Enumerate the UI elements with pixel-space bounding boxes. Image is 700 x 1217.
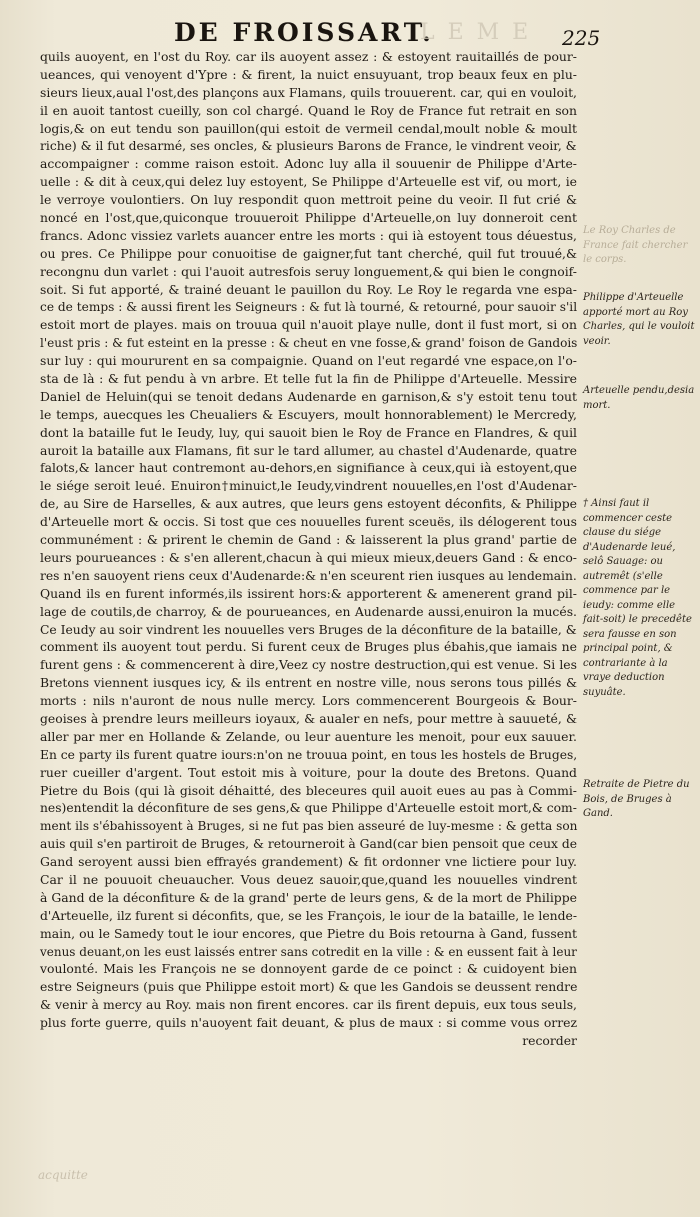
text-line: plus forte guerre, quils n'auoyent fait deuant, & plus de maux : si comme vous orrez xyxy=(40,1015,577,1031)
text-line: estre Seigneurs (puis que Philippe estoit mort) & que les Gandois se deussent rendre xyxy=(40,979,578,995)
text-line: Gand seroyent aussi bien effrayés grandement) & fit ordonner vne lictiere pour luy. xyxy=(40,854,577,870)
text-line: lage de coutils,de charroy, & de pourueances, en Audenarde aussi,enuiron la mucés. xyxy=(40,603,577,619)
text-line: uelle : & dit à ceux,qui delez luy estoyent, Se Philippe d'Arteuelle est vif, ou mort, ie xyxy=(40,174,577,190)
text-line: res n'en sauoyent riens ceux d'Audenarde:& n'en sceurent rien iusques au lendemain. xyxy=(40,567,577,583)
margin-note-arteuelle-pendu: Arteuelle pendu,desia mort. xyxy=(583,385,695,411)
text-line: logis,& on eut tendu son pauillon(qui estoit de vermeil cendal,moult noble & moult xyxy=(40,120,577,136)
text-line: aller par mer en Hollande & Zelande, ou leur auenture les menoit, pour eux sauuer. xyxy=(40,728,577,744)
text-line: quils auoyent, en l'ost du Roy. car ils auoyent assez : & estoyent rauitaillés de pour- xyxy=(40,49,577,64)
text-line: ce de temps : & aussi firent les Seigneurs : & fut là tourné, & retourné, pour sauoir s'il xyxy=(40,299,578,315)
text-line: le siége seroit leué. Enuiron†minuict,le Ieudy,vindrent nouuelles,en l'ost d'Audenar- xyxy=(40,478,577,494)
text-line: à Gand de la déconfiture & de la grand' perte de leurs gens, & de la mort de Philippe xyxy=(40,889,577,905)
text-line: d'Arteuelle mort & occis. Si tost que ces nouuelles furent sceuës, ils délogerent tous xyxy=(40,514,577,530)
text-line: accompaigner : comme raison estoit. Adonc luy alla il souuenir de Philippe d'Arte- xyxy=(40,156,577,172)
text-line: main, ou le Samedy tout le iour encores, que Pietre du Bois retourna à Gand, fussent xyxy=(40,925,577,941)
text-line: Ce Ieudy au soir vindrent les nouuelles vers Bruges de la déconfiture de la bataille, & xyxy=(40,621,577,637)
text-line: le temps, auecques les Cheualiers & Escuyers, moult honnorablement) le Mercredy, xyxy=(40,406,577,422)
text-line: francs. Adonc vissiez varlets auancer entre les morts : qui ià estoyent tous déuestus, xyxy=(40,227,577,243)
text-line: auroit la bataille aux Flamans, fit sur le tard allumer, au chastel d'Audenarde, quatre xyxy=(40,442,577,458)
running-title: DE FROISSART. xyxy=(174,18,434,47)
text-line: recorder xyxy=(522,1032,577,1048)
text-line: furent gens : & commencerent à dire,Veez cy nostre destruction,qui est venue. Si les xyxy=(40,657,577,673)
text-line: ruer cueiller d'argent. Tout estoit mis à voiture, pour la doute des Bretons. Quand xyxy=(40,764,577,780)
running-head xyxy=(0,18,700,52)
text-line: auis quil s'en partiroit de Bruges, & retourneroit à Gand(car bien pensoit que ceux de xyxy=(40,836,577,852)
text-line: le verroye voulontiers. On luy respondit quon mettroit peine du veoir. Il fut crié & xyxy=(40,192,577,208)
body-text xyxy=(40,48,577,1050)
margin-note-ainsi-faut-il: † Ainsi faut il commencer ceste clause du siége d'Audenarde leué, selô Sauage: ou autremêt (s'elle commence par le ieudy: comme elle fait-soit) le precedête sera fausse en son principal point, & contrariante à la vraye deduction suyuâte. xyxy=(583,498,692,698)
text-line: recongnu dun varlet : qui l'auoit autresfois seruy longuement,& qui bien le congnoif- xyxy=(40,263,577,279)
text-line: venus deuant,on les eust laissés entrer sans cotredit en la ville : & en eussent fait à leur xyxy=(40,943,577,959)
bleed-through-title: L E M E xyxy=(420,20,532,45)
text-line: Car il ne pouuoit cheuaucher. Vous deuez sauoir,que,quand les nouuelles vindrent xyxy=(40,871,577,887)
text-line: ueances, qui venoyent d'Ypre : & firent, la nuict ensuyuant, trop beaux feux en plu- xyxy=(40,66,577,82)
page-number: 225 xyxy=(562,26,601,50)
text-line: ment ils s'ébahissoyent à Bruges, si ne fut pas bien asseuré de luy-mesme : & getta son xyxy=(40,818,578,834)
text-line: En ce party ils furent quatre iours:n'on ne trouua point, en tous les hostels de Bruges, xyxy=(40,746,578,762)
text-line: leurs pourueances : & s'en allerent,chacun à qui mieux mieux,deuers Gand : & enco- xyxy=(40,549,577,565)
text-line: Quand ils en furent informés,ils issirent hors:& apporterent & amenerent grand pil- xyxy=(40,585,577,601)
text-line: riche) & il fut desarmé, ses oncles, & plusieurs Barons de France, le vindrent veoir, & xyxy=(40,138,577,154)
text-line: Daniel de Heluin(qui se tenoit dedans Audenarde en garnison,& s'y estoit tenu tout xyxy=(40,388,577,404)
text-line: soit. Si fut apporté, & trainé deuant le pauillon du Roy. Le Roy le regarda vne espa- xyxy=(40,281,577,297)
text-line: Pietre du Bois (qui là gisoit déhaitté, des bleceures quil auoit eues au pas à Commi- xyxy=(40,782,577,798)
text-line: sieurs lieux,aual l'ost,des plançons aux Flamans, quils trouuerent. car, qui en vouloit, xyxy=(40,84,577,100)
text-line: d'Arteuelle, ilz furent si déconfits, que, se les François, le iour de la bataille, le lende- xyxy=(40,907,578,923)
text-line: Bretons viennent iusques icy, & ils entrent en nostre ville, nous serons tous pillés & xyxy=(40,675,577,691)
text-line: dont la bataille fut le Ieudy, luy, qui sauoit bien le Roy de France en Flandres, & quil xyxy=(40,424,577,440)
text-line: noncé en l'ost,que,quiconque trouueroit Philippe d'Arteuelle,on luy donneroit cent xyxy=(40,210,577,226)
text-line: morts : nils n'auront de nous nulle mercy. Lors commencerent Bourgeois & Bour- xyxy=(40,693,577,709)
text-line: ou pres. Ce Philippe pour conuoitise de gaigner,fut tant cherché, quil fut trouué,& xyxy=(40,245,577,261)
text-line: sta de là : & fut pendu à vn arbre. Et telle fut la fin de Philippe d'Arteuelle. Messire xyxy=(40,371,577,387)
margin-note-retraite-pietre: Retraite de Pietre du Bois, de Bruges à Gand. xyxy=(583,779,690,819)
text-line: de, au Sire de Harselles, & aux autres, que leurs gens estoyent déconfits, & Philippe xyxy=(40,496,577,512)
margin-note-philippe-apporte: Philippe d'Arteuelle apporté mort au Roy Charles, qui le vouloit veoir. xyxy=(583,292,695,347)
text-line: comment ils auoyent tout perdu. Si furent ceux de Bruges plus ébahis,que iamais ne xyxy=(40,639,577,655)
text-line: communément : & prirent le chemin de Gand : & laisserent la plus grand' partie de xyxy=(40,532,577,548)
text-line: & venir à mercy au Roy. mais non firent encores. car ils firent depuis, eux tous seuls, xyxy=(40,997,577,1013)
text-line: il en auoit tantost cueilly, son col chargé. Quand le Roy de France fut retrait en son xyxy=(40,102,577,118)
text-line: sur luy : qui moururent en sa compaignie. Quand on l'eut regardé vne espace,on l'o- xyxy=(40,353,577,369)
text-line: falots,& lancer haut contremont au-dehors,en signifiance à ceux,qui ià estoyent,que xyxy=(40,460,577,476)
text-line: voulonté. Mais les François ne se donnoyent garde de ce poinct : & cuidoyent bien xyxy=(40,961,577,977)
text-line: nes)entendit la déconfiture de ses gens,& que Philippe d'Arteuelle estoit mort,& com- xyxy=(40,800,577,816)
text-line: geoises à prendre leurs meilleurs ioyaux, & aualer en nefs, pour mettre à sauueté, & xyxy=(40,710,577,726)
text-line: l'eust pris : & fut esteint en la presse : & cheut en vne fosse,& grand' foison de Gandois xyxy=(40,335,578,351)
text-line: estoit mort de playes. mais on trouua quil n'auoit playe nulle, dont il fust mort, si on xyxy=(40,317,577,333)
bleed-through-word: acquitte xyxy=(38,1168,88,1182)
margin-note-bleed: Le Roy Charles de France fait chercher le corps. xyxy=(583,225,688,265)
